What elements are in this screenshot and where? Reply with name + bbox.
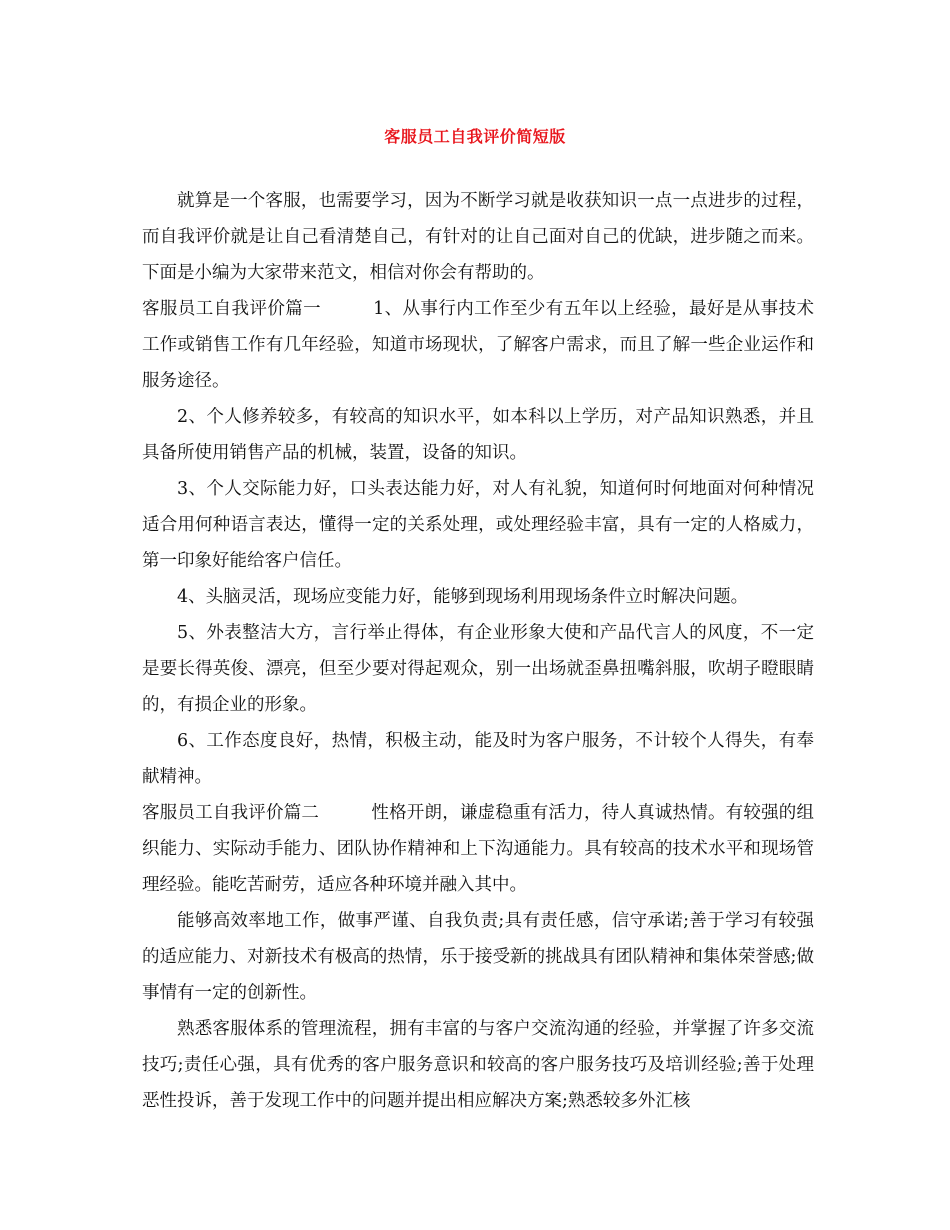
section1-item-2: 2、个人修养较多，有较高的知识水平，如本科以上学历，对产品知识熟悉，并且具备所使用销售产品的机械，装置，设备的知识。 xyxy=(142,407,814,463)
section1-heading: 客服员工自我评价篇一 xyxy=(142,299,322,319)
document-title: 客服员工自我评价简短版 xyxy=(384,127,566,146)
section1-item-6: 6、工作态度良好，热情，积极主动，能及时为客户服务，不计较个人得失，有奉献精神。 xyxy=(142,731,814,787)
section2-heading: 客服员工自我评价篇二 xyxy=(142,803,320,823)
section1-item-1: 1、从事行内工作至少有五年以上经验，最好是从事技术工作或销售工作有几年经验，知道市场现状，了解客户需求，而且了解一些企业运作和服务途径。 xyxy=(142,299,814,391)
section1-first-paragraph xyxy=(142,291,814,399)
intro-paragraph: 就算是一个客服，也需要学习，因为不断学习就是收获知识一点一点进步的过程，而自我评价就是让自己看清楚自己，有针对的让自己面对自己的优缺，进步随之而来。下面是小编为大家带来范文，相信对你会有帮助的。 xyxy=(142,191,814,283)
section1-item-3: 3、个人交际能力好，口头表达能力好，对人有礼貌，知道何时何地面对何种情况适合用何种语言表达，懂得一定的关系处理，或处理经验丰富，具有一定的人格威力，第一印象好能给客户信任。 xyxy=(142,479,814,571)
section2-para-3: 熟悉客服体系的管理流程，拥有丰富的与客户交流沟通的经验，并掌握了许多交流技巧;责任心强，具有优秀的客户服务意识和较高的客户服务技巧及培训经验;善于处理恶性投诉，善于发现工作中的问题并提出相应解决方案;熟悉较多外汇核 xyxy=(142,1019,814,1111)
section2-para-1: 性格开朗，谦虚稳重有活力，待人真诚热情。有较强的组织能力、实际动手能力、团队协作精神和上下沟通能力。具有较高的技术水平和现场管理经验。能吃苦耐劳，适应各种环境并融入其中。 xyxy=(142,803,815,895)
section1-item-4: 4、头脑灵活，现场应变能力好，能够到现场利用现场条件立时解决问题。 xyxy=(177,587,749,607)
section2-first-paragraph xyxy=(142,795,814,903)
section1-item-5: 5、外表整洁大方，言行举止得体，有企业形象大使和产品代言人的风度，不一定是要长得英俊、漂亮，但至少要对得起观众，别一出场就歪鼻扭嘴斜服，吹胡子瞪眼睛的，有损企业的形象。 xyxy=(142,623,814,715)
document-body xyxy=(142,183,814,1119)
section2-para-2: 能够高效率地工作，做事严谨、自我负责;具有责任感，信守承诺;善于学习有较强的适应能力、对新技术有极高的热情，乐于接受新的挑战具有团队精神和集体荣誉感;做事情有一定的创新性。 xyxy=(142,911,814,1003)
